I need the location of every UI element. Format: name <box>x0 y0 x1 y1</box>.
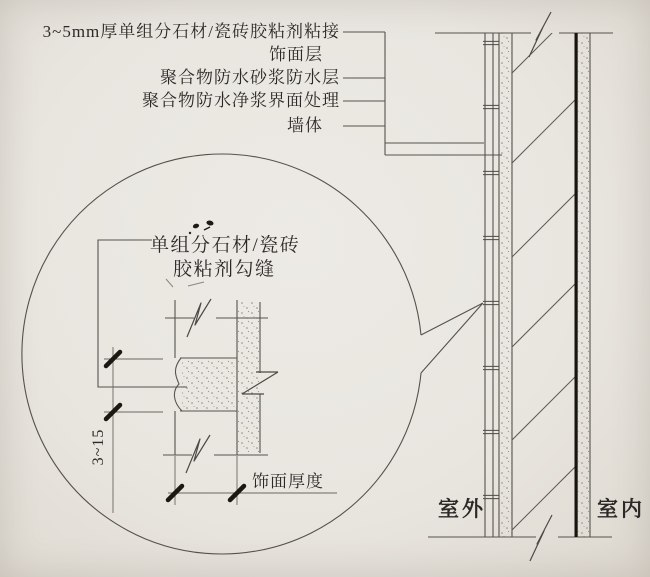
joint-label-line2: 胶粘剂勾缝 <box>173 259 276 280</box>
joint-break-wave <box>174 358 182 411</box>
tile-bottom-break-zigzag <box>186 435 210 473</box>
adhesive-bed-stipple <box>238 302 259 452</box>
ink-blot <box>206 220 214 226</box>
section-break-marks <box>529 12 552 561</box>
layer-label-wall-body: 墙体 <box>287 116 323 135</box>
bottom-break-zigzag <box>530 515 552 561</box>
joint-label-line1: 单组分石材/瓷砖 <box>150 235 301 256</box>
layer-label-interface-treatment: 聚合物防水净浆界面处理 <box>142 91 340 110</box>
detail-circle <box>22 154 421 554</box>
layer-callout-bracket <box>343 32 502 155</box>
waterproof-mortar-layer <box>499 33 512 537</box>
interior-plaster-layer <box>579 33 590 537</box>
top-break-zigzag <box>529 12 551 57</box>
joint-width-dimension-text: 3~15 <box>90 428 107 466</box>
layer-label-finish-layer: 饰面层 <box>269 45 323 64</box>
layer-label-waterproof-mortar: 聚合物防水砂浆防水层 <box>160 68 340 87</box>
outdoor-label: 室外 <box>438 497 486 521</box>
indoor-label: 室内 <box>597 497 645 521</box>
layer-label-adhesive-bond: 3~5mm厚单组分石材/瓷砖胶粘剂粘接 <box>42 22 340 41</box>
wall-section <box>428 0 613 561</box>
finish-thickness-label: 饰面厚度 <box>252 472 324 491</box>
joint-filler-stipple <box>182 359 237 410</box>
ink-blot <box>192 223 199 229</box>
wall-inner-face-heavy-line <box>575 33 578 537</box>
callout-wedge <box>421 303 483 373</box>
dimension-joint-width <box>104 347 163 513</box>
